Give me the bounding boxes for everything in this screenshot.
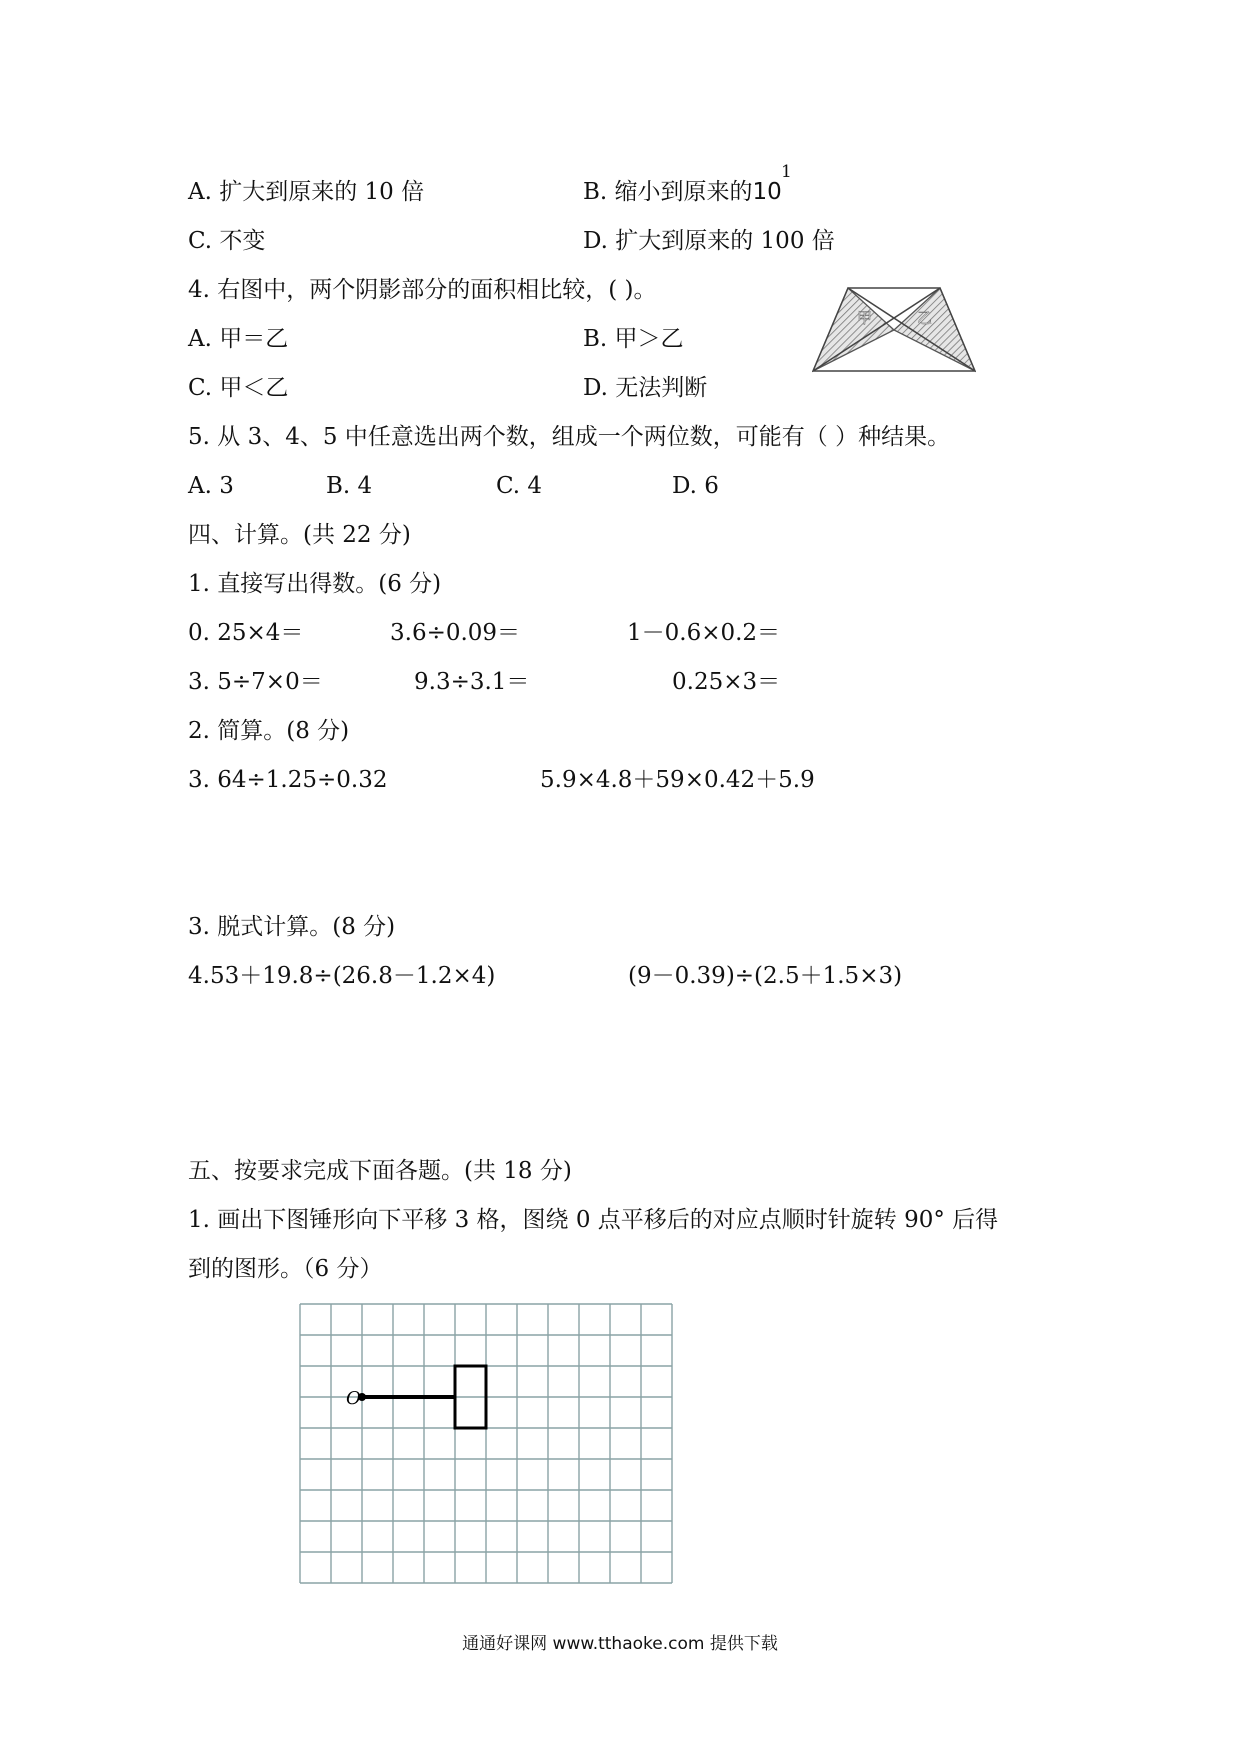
simplify-calc-2: 5.9×4.8＋59×0.42＋5.9 [540,767,815,793]
label-yi: 乙 [917,309,933,327]
mental-calc-6: 0.25×3＝ [672,669,781,695]
mental-calc-3: 1－0.6×0.2＝ [627,620,781,646]
step-calc-1: 4.53＋19.8÷(26.8－1.2×4) [188,963,496,989]
q3-option-d: D. 扩大到原来的 100 倍 [583,228,835,254]
q4-option-d: D. 无法判断 [583,375,708,401]
mental-calc-1: 0. 25×4＝ [188,620,304,646]
section5-heading: 五、按要求完成下面各题。(共 18 分) [188,1158,572,1184]
section5-q1-line1: 1. 画出下图锤形向下平移 3 格，图绕 0 点平移后的对应点顺时针旋转 90° 后得 [188,1207,999,1233]
q5-option-b: B. 4 [326,473,373,499]
q4-option-c: C. 甲＜乙 [188,375,289,401]
q3-option-b-numerator: 1 [781,162,792,182]
section4-p3-title: 3. 脱式计算。(8 分) [188,914,396,940]
mental-calc-4: 3. 5÷7×0＝ [188,669,323,695]
q3-option-b-denominator: 10 [752,179,782,205]
grid-figure [298,1302,676,1590]
trapezoid-figure [812,282,976,374]
q3-option-b [583,178,782,206]
q4-stem: 4. 右图中，两个阴影部分的面积相比较，( )。 [188,277,657,303]
label-jia: 甲 [857,309,873,327]
footer-source: 通通好课网 www.tthaoke.com 提供下载 [462,1634,778,1654]
mental-calc-2: 3.6÷0.09＝ [390,620,521,646]
simplify-calc-1: 3. 64÷1.25÷0.32 [188,767,388,793]
section5-q1-line2: 到的图形。（6 分） [188,1256,383,1282]
q3-option-b-text: B. 缩小到原来的 [583,179,753,205]
point-o-label: O [346,1388,361,1409]
q5-option-a: A. 3 [188,473,234,499]
q5-stem: 5. 从 3、4、5 中任意选出两个数，组成一个两位数，可能有（ ）种结果。 [188,424,951,450]
mental-calc-5: 9.3÷3.1＝ [414,669,530,695]
q5-option-c: C. 4 [496,473,543,499]
q4-option-a: A. 甲＝乙 [188,326,289,352]
shaded-region-left [813,288,894,371]
step-calc-2: (9－0.39)÷(2.5＋1.5×3) [628,963,903,989]
q3-option-a: A. 扩大到原来的 10 倍 [188,179,425,205]
q3-option-c: C. 不变 [188,228,266,254]
q4-option-b: B. 甲＞乙 [583,326,684,352]
section4-p2-title: 2. 简算。(8 分) [188,718,350,744]
q5-option-d: D. 6 [672,473,719,499]
shaded-region-right [894,288,975,371]
section4-p1-title: 1. 直接写出得数。(6 分) [188,571,442,597]
section4-heading: 四、计算。(共 22 分) [188,522,411,548]
